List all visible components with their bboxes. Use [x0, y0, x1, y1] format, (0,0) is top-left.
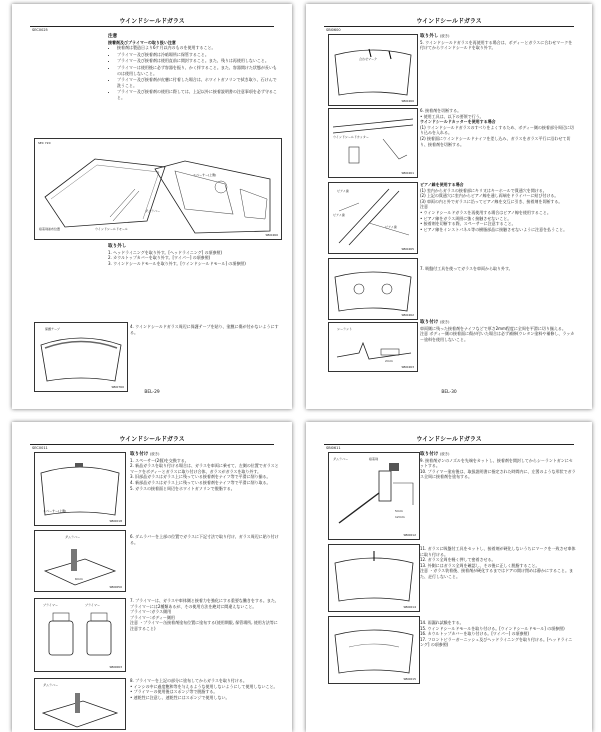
- figure-label: ダムラバー: [333, 457, 349, 461]
- figure-id: SBI0615: [403, 677, 416, 681]
- primer-drawing: [35, 599, 125, 671]
- figure-id: SBI0663: [109, 665, 122, 669]
- figure-label: 12mm: [395, 515, 405, 519]
- install-step: 17. フロントピラーガーニッシュ及びヘッドライニングを取り付ける。[ヘッドライニング] の項参照): [420, 636, 573, 648]
- primer-item: プライマー:ガラス側用: [130, 609, 172, 615]
- install-text: 車両側に残った接着剤をナイフなどで厚さ2mm程度に全周を平滑に切り揃える。: [420, 325, 566, 331]
- figure-id: SBI0760: [111, 385, 124, 389]
- install-steps-c: [420, 620, 576, 648]
- install-step: 5. ガラスの接着面と周辺をホワイトガソリンで脱脂する。: [130, 485, 235, 491]
- piano-note: • ピアノ線をガラス周囲に強く接触させないこと。: [420, 215, 512, 221]
- piano-item: (2) 上記の貫通穴に室内からピアノ線を通し両端をドライバーに結び付ける。: [420, 193, 559, 199]
- install-title: 取り付け: [420, 320, 439, 325]
- section-sub: (続き): [150, 452, 160, 456]
- notice-list: [108, 45, 278, 100]
- manual-page-1: [12, 4, 292, 409]
- header-rule: [324, 444, 574, 445]
- figure-label: ピアノ線: [385, 225, 397, 229]
- glass-set-figure: [328, 544, 420, 612]
- notice-block: [108, 34, 278, 102]
- glass-set-drawing: [329, 545, 419, 611]
- cutter-block: [420, 108, 576, 147]
- figure-label: スペーサー(上側): [43, 509, 67, 513]
- figure-label: 合わせマーク: [359, 57, 378, 61]
- install-note: ボディー側の接着面に傷が付いた場合は必ず補修(ウレタン塗料や補修し、ラッカー塗料を使用しないこと。: [420, 331, 575, 342]
- removal-title: 取り外し: [108, 244, 127, 249]
- suction-drawing: [329, 259, 417, 319]
- install-step: 13. 外側にはガラス全周を確認し、その後に正しく脱脂すること。: [420, 562, 540, 568]
- manual-page-2: [306, 4, 592, 409]
- piano-notes-head: 注意: [420, 204, 428, 210]
- tape-figure: [34, 322, 128, 392]
- page-number: BEL-30: [441, 390, 457, 395]
- header-rule: [30, 444, 274, 445]
- figure-id: SBI0018: [109, 519, 122, 523]
- step-6: 6. ダムラバーを上部の位置でガラスに下記寸法で取り付け、ガラス周辺に貼り付ける。: [130, 534, 279, 545]
- rain-test-drawing: [329, 617, 419, 683]
- piano-block: [420, 182, 576, 232]
- install-step: 14. 雨漏れ試験をする。: [420, 620, 464, 625]
- section-sub: (続き): [440, 452, 450, 456]
- figure-label: プライマー: [85, 603, 100, 607]
- dam-rubber-drawing: [35, 531, 125, 591]
- step-6-note: • 使用工具は、以下の要領で行う。: [420, 113, 484, 119]
- step-7-block: [130, 598, 280, 632]
- windshield-figure: [34, 138, 282, 240]
- step-7-note-head: 注意: [130, 620, 138, 626]
- cutter-item: (1) ウインドシールドガラスのすべりをよくするため、ボディー側の接着部分周辺に切り込みを入れる。: [420, 124, 574, 136]
- rain-test-figure: [328, 616, 420, 684]
- dam-rubber-figure: [34, 530, 126, 592]
- section-code: SBI0611: [326, 446, 341, 450]
- section-sub: (続き): [440, 34, 450, 38]
- figure-label: 6mm: [75, 577, 83, 581]
- step-8: 8. プライマーを上記の部分に塗布してからガラスを取り付ける。: [130, 678, 247, 683]
- removal-step: 3. ウインドシールドモールを取り外す。[ウインドシールドモール] の項参照): [108, 260, 246, 266]
- install-step: 1. スペーサー(2個)を交換する。: [130, 457, 189, 463]
- header-rule: [324, 26, 574, 27]
- figure-label: プライマー: [43, 603, 58, 607]
- removal-continued: [420, 34, 576, 51]
- cutter-figure: [328, 108, 418, 178]
- piano-note: • 接着剤を切断する際、スペーサーに注意すること。: [420, 221, 516, 227]
- match-mark-drawing: [329, 35, 417, 105]
- install-steps-b: [420, 546, 576, 580]
- steps-b-note-head: 注意: [420, 568, 428, 574]
- figure-id: SBI0460: [265, 233, 278, 237]
- step-8-note: • 速乾性に注意し、速乾性にはスポンジで使用しない。: [130, 694, 230, 700]
- figure-label: ダムラバー: [65, 535, 81, 539]
- section-code: SBI0600: [326, 28, 341, 32]
- page-header: ウインドシールドガラス: [119, 18, 185, 25]
- notice-item: • プライマー及び接着剤は冷暗場所に保管すること。: [117, 52, 278, 58]
- piano-item: (3) 車両の内と外でガラスに沿ってピアノ線を交互に引き、接着剤を切断する。: [420, 198, 563, 204]
- adhesive-drawing: [329, 453, 419, 539]
- piano-item: (1) 室内からガラスの接着部にキリ又はキーホールで貫通穴を開ける。: [420, 187, 547, 193]
- figure-label: ダムラバー: [43, 683, 59, 687]
- primer-figure: [34, 598, 126, 672]
- install-step: 2. 新品ガラスを取り付ける場合は、ガラスを車両に乗せて、左側の位置でガラスとマークをボディーとガラスに取り付け合体、ガラスがガラスを取り外す。: [130, 463, 279, 474]
- suction-figure: [328, 258, 418, 320]
- figure-label: ウインドシールドカッター: [333, 135, 369, 139]
- install-steps-a: [420, 452, 576, 480]
- cutter-drawing: [329, 109, 417, 177]
- piano-wire-drawing: [329, 183, 417, 253]
- step-7: 7. 吸盤付工具を使ってガラスを車両から取り外す。: [420, 266, 513, 271]
- step-8-note: • プライマーの使用後はスポンジ等で脱脂する。: [130, 689, 218, 695]
- piano-title: ピアノ線を使用する場合: [420, 182, 464, 187]
- install-sub: (続き): [440, 320, 450, 324]
- figure-label: ウインドシールドモール: [95, 227, 128, 231]
- figure-label: 接着剤塗布位置: [39, 227, 61, 231]
- install-step: 4. 新部品ガラスはガラス上に残っている接着剤をナイフ等で平滑に削り取る。: [130, 479, 271, 485]
- manual-page-3: [12, 422, 292, 732]
- figure-id: SBI0614: [403, 605, 416, 609]
- step-6: 6. 接着剤を切断する。: [420, 108, 462, 113]
- cutter-title: ウインドシールドカッターを使用する場合: [420, 119, 496, 125]
- install-step: 9. 接着剤ガンのノズルを先端をカットし、接着剤を開封してからシーラントガンにセットする。: [420, 457, 573, 469]
- figure-id: SBI0612: [403, 533, 416, 537]
- figure-id: SBI0650: [109, 585, 122, 589]
- figure-id: SBI0465: [401, 247, 414, 251]
- install-steps: [130, 452, 280, 491]
- install-note-head: 注意: [420, 331, 428, 337]
- sealant-figure: [328, 322, 418, 372]
- dam-rubber-figure-2: [34, 678, 126, 730]
- step-8-block: [130, 678, 280, 700]
- spacer-figure: [34, 452, 126, 526]
- figure-label: 接着剤: [369, 457, 379, 461]
- step-5: 5. ウインドシールドガラスを再使用する場合は、ボディーとガラスに合わせマークを付けてからウインドシールドを取り外す。: [420, 39, 573, 51]
- piano-note: • ウインドシールドガラスを再使用する場合はピアノ線を使用すること。: [420, 209, 551, 215]
- step-8-note: • インシの中に過度飽和等を与えるような使用しないようにして使用しないこと。: [130, 683, 278, 689]
- figure-id: SBI0462: [401, 313, 414, 317]
- section-title: 取り外し: [420, 34, 439, 39]
- step-7-note: ・プライマー缶接着剤塗布位置に塗布する(使用期限, 保管場所, 使用方法等に注意すること): [130, 620, 278, 631]
- figure-id: SBI0463: [401, 365, 414, 369]
- page-header: ウインドシールドガラス: [119, 436, 185, 443]
- notice-item: • プライマー及び接着剤は使用直前に開封すること。また、残りは再使用しないこと。: [117, 58, 278, 64]
- steps-b-note: ・ガラス装着後、接着剤が硬化するまではドアの開け閉めは静かにすること。また、走行しないこと。: [420, 568, 574, 579]
- step-4: 4. ウインドシールドガラス周辺に保護テープを貼り、塗膜に傷が付かないようにする。: [130, 324, 279, 335]
- notice-item: • プライマー及び接着剤が皮膚に付着した場合は、ホワイトガソリンで拭き取り、石けんで洗うこと。: [117, 77, 278, 88]
- install-step: 16. カウルトップカバーを取り付ける。[ワイパー] の項参照): [420, 631, 530, 637]
- notice-item: • プライマーは使用後に必ず容器を振り、かく拌すること。また、容器開けた状態が長いものは使用しないこと。: [117, 65, 278, 76]
- piano-wire-figure: [328, 182, 418, 254]
- primer-item: プライマー:ボディー側用: [130, 614, 175, 620]
- notice-subtitle: 接着剤及びプライマーの取り扱い注意: [108, 39, 176, 45]
- step-7: 7. プライマーは、ガラスや車体側と接着力を強化にする重要な働きをする。また、プライマーには2種類あるが、その使用方法を絶対に間違えないこと。: [130, 598, 279, 609]
- page-header: ウインドシールドガラス: [416, 18, 482, 25]
- figure-label: スペーサー(上側): [193, 173, 217, 177]
- removal-block: [108, 244, 280, 266]
- spacer-drawing: [35, 453, 125, 525]
- removal-step: 2. カウルトップカバーを取り外す。[ワイパー] の項参照): [108, 255, 211, 261]
- figure-label: ピアノ線: [333, 213, 345, 217]
- figure-label: 保護テープ: [45, 327, 60, 331]
- figure-label: シーラント: [337, 327, 353, 331]
- install-step: 15. ウインドシールドモールを取り付ける。[ウインドシールドモール] の項参照): [420, 625, 565, 631]
- figure-label: ピアノ線: [337, 189, 349, 193]
- removal-step: 1. ヘッドライニングを取り外す。[ヘッドライニング] の項参照): [108, 249, 222, 255]
- section-code: SEC0025: [32, 28, 48, 32]
- notice-item: • 接着剤は製造日より6ケ月以内のものを使用すること。: [117, 45, 278, 51]
- figure-id: SBI0461: [401, 171, 414, 175]
- figure-label: 5mm: [395, 509, 403, 513]
- install-step: 10. プライマー塗布後は、取扱説明書に指定された時間内に、左図のような形状でガラス全周に接着剤を塗布する。: [420, 468, 576, 480]
- section-title: 取り付け: [130, 452, 149, 457]
- install-step: 12. ガラス全周を軽く押して密着させる。: [420, 557, 496, 563]
- install-step: 11. ガラスに吸盤付工具をセットし、接着剤が硬化しないうちにマークを一致させ車体に取り付ける。: [420, 546, 576, 557]
- install-step: 3. 旧部品ガラスはガラス上に残っている接着剤をナイフ等で平滑に削り揃る。: [130, 474, 271, 480]
- adhesive-figure: [328, 452, 420, 540]
- tape-drawing: [35, 323, 127, 391]
- figure-label: 2mm: [385, 359, 393, 363]
- figure-id: SBI0460: [401, 99, 414, 103]
- manual-page-4: [306, 422, 592, 732]
- piano-note: • ピアノ線をインストパネル等の樹脂部品に接触させないように注意を払うこと。: [420, 226, 568, 232]
- figure-label: ダムラバー: [145, 209, 161, 213]
- figure-code: SEC Y20: [38, 141, 51, 145]
- page-header: ウインドシールドガラス: [416, 436, 482, 443]
- section-title: 取り付け: [420, 452, 439, 457]
- notice-title: 注意: [108, 34, 118, 39]
- section-code: SEC0011: [32, 446, 48, 450]
- cutter-item: (2) 接着面にウインドシールドナイフを差し込み、ガラスをガラス平行に沿わせて切り、接着剤を切断する。: [420, 135, 571, 147]
- windshield-drawing: [35, 139, 281, 239]
- header-rule: [30, 26, 274, 27]
- notice-item: • プライマー及び接着剤の使用に際しては、上記以外に接着説明書の注意事項を必ず守ること。: [117, 89, 278, 100]
- install-block: [420, 320, 576, 342]
- match-mark-figure: [328, 34, 418, 106]
- page-number: BEL-29: [144, 390, 160, 395]
